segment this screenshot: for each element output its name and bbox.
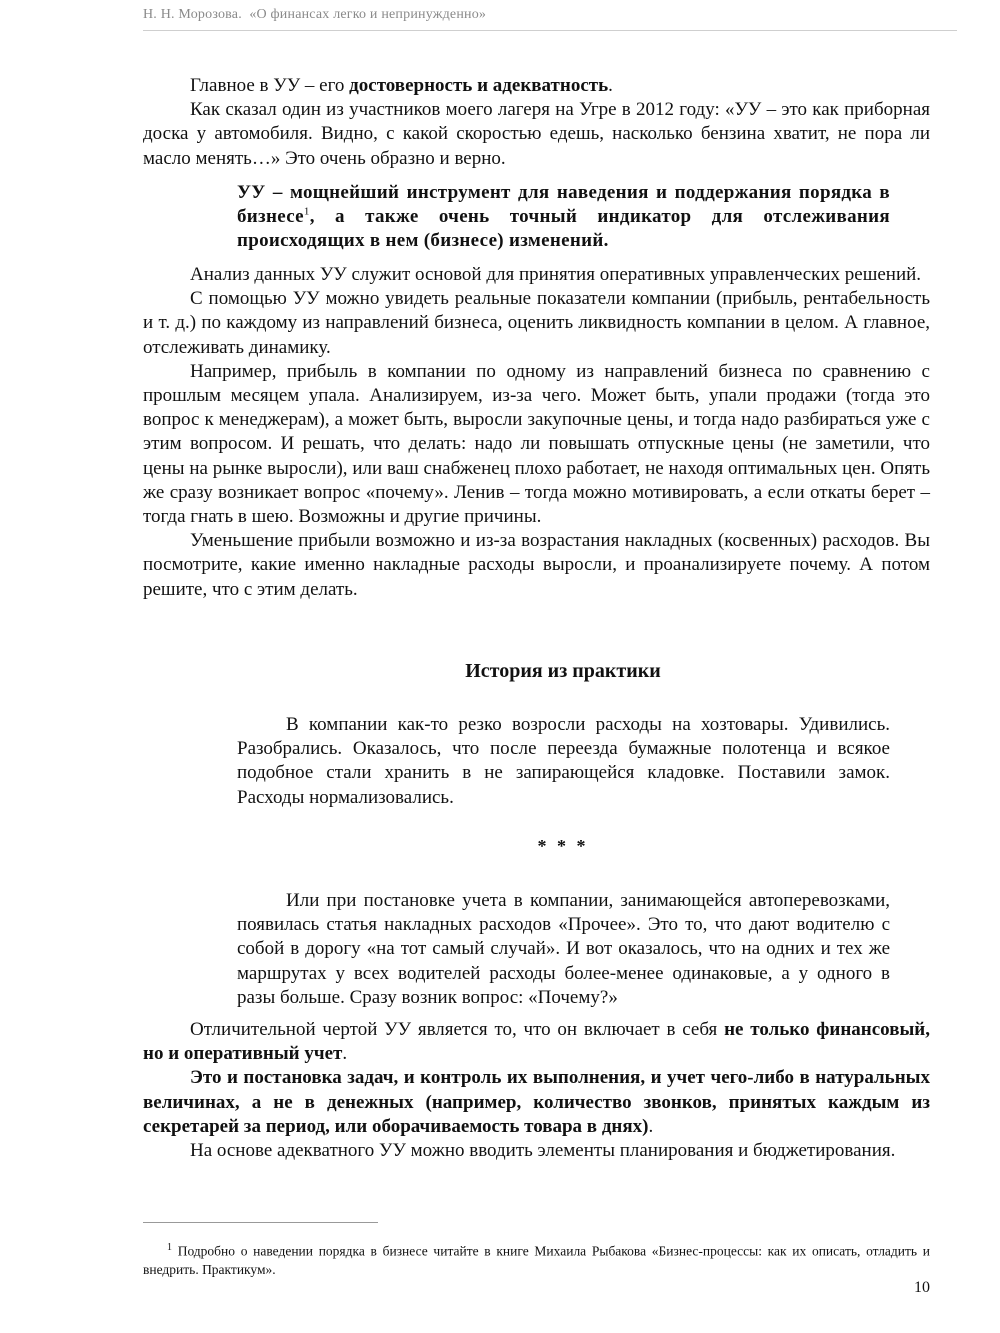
footnote-divider [143,1222,378,1223]
body-section-2 [143,263,930,602]
paragraph-4: С помощью УУ можно увидеть реальные показатели компании (прибыль, рентабельность и т. д.) по каждому из направлений бизнеса, оценить ликвидность компании в целом. А главное, отслеживать динамику. [143,288,930,358]
paragraph-7-end: . [342,1043,348,1065]
section-separator: * * * [537,836,589,856]
story-paragraph-2: Или при постановке учета в компании, занимающейся автоперевозками, появилась статья накладных расходов «Прочее». Это то, что дают водителю с собой в дорогу «на тот самый случай». И вот оказалось, что на одних и тех же маршрутах у всех водителей расходы более-менее одинаковые, а у одного в разы больше. Сразу возник вопрос: «Почему?» [237,890,890,1008]
paragraph-1 [143,74,930,98]
running-header [143,7,957,31]
body-section-1 [143,74,930,171]
paragraph-8-bold: Это и постановка задач, и контроль их выполнения, и учет чего-либо в натуральных величинах, а не в денежных (например, количество звонков, принятых каждым из секретарей за период, или оборачиваемость товара в днях) [143,1067,930,1137]
page-number: 10 [914,1279,930,1296]
paragraph-1-text: Главное в УУ – его [190,75,350,96]
paragraph-8-end: . [648,1115,654,1137]
story-heading: История из практики [465,660,661,682]
paragraph-7 [143,1018,930,1066]
paragraph-8 [143,1066,930,1139]
paragraph-9: На основе адекватного УУ можно вводить элементы планирования и бюджетирования. [190,1140,896,1162]
paragraph-6: Уменьшение прибыли возможно и из-за возрастания накладных (косвенных) расходов. Вы посмотрите, какие именно накладные расходы выросли, и проанализируете почему. А потом решите, что с этим делать. [143,530,930,600]
body-section-3 [143,1018,930,1163]
story-paragraph-1: В компании как-то резко возросли расходы на хозтовары. Удивились. Разобрались. Оказалось, что после переезда бумажные полотенца и всякое подобное стали хранить в не запирающейся кладовке. Поставили замок. Расходы нормализовались. [237,714,890,808]
paragraph-3: Анализ данных УУ служит основой для принятия оперативных управленческих решений. [190,264,922,285]
header-book-title: «О финансах легко и непринужденно» [249,7,487,22]
highlight-block [237,181,890,254]
story-block-2 [237,889,890,1010]
footnote-reference: 1 [303,205,310,218]
paragraph-5: Например, прибыль в компании по одному из направлений бизнеса по сравнению с прошлым месяцем упала. Анализируем, из-за чего. Может быть, упали продажи (тогда это вопрос к менеджерам), а может быть, выросли закупочные цены, и тогда надо разбираться уже с этим вопросом. И решать, что делать: надо ли повышать отпускные цены (не заметили, что цены на рынке выросли), или ваш снабженец плохо работает, не находя оптимальных цен. Опять же сразу возникает вопрос «почему». Ленив – тогда можно мотивировать, а если откаты берет – тогда гнать в шею. Возможны и другие причины. [143,360,930,528]
paragraph-2: Как сказал один из участников моего лагеря на Угре в 2012 году: «УУ – это как приборная доска у автомобиля. Видно, с какой скоростью едешь, насколько бензина хватит, не пора ли масло менять…» Это очень образно и верно. [143,99,930,169]
story-block-1 [237,713,890,810]
footnote-paragraph [143,1239,930,1279]
paragraph-7-text: Отличительной чертой УУ является то, что он включает в себя [190,1019,725,1040]
footnote [143,1239,930,1279]
paragraph-1-end: . [608,75,613,96]
footnote-mark: 1 [167,1242,172,1253]
footnote-text: Подробно о наведении порядка в бизнесе читайте в книге Михаила Рыбакова «Бизнес-процессы: как их описать, отладить и внедрить. Практикум». [143,1243,930,1277]
paragraph-7-bold: не только финансовый, но и оперативный учет [143,1019,930,1065]
header-author: Н. Н. Морозова. [143,7,242,22]
highlight-text-1: УУ – мощнейший инструмент для наведения и поддержания порядка в бизнесе [237,182,890,228]
highlight-text-2: , а также очень точный индикатор для отслеживания происходящих в нем (бизнесе) изменений. [237,206,890,252]
paragraph-1-bold: достоверность и адекватность [349,75,609,96]
